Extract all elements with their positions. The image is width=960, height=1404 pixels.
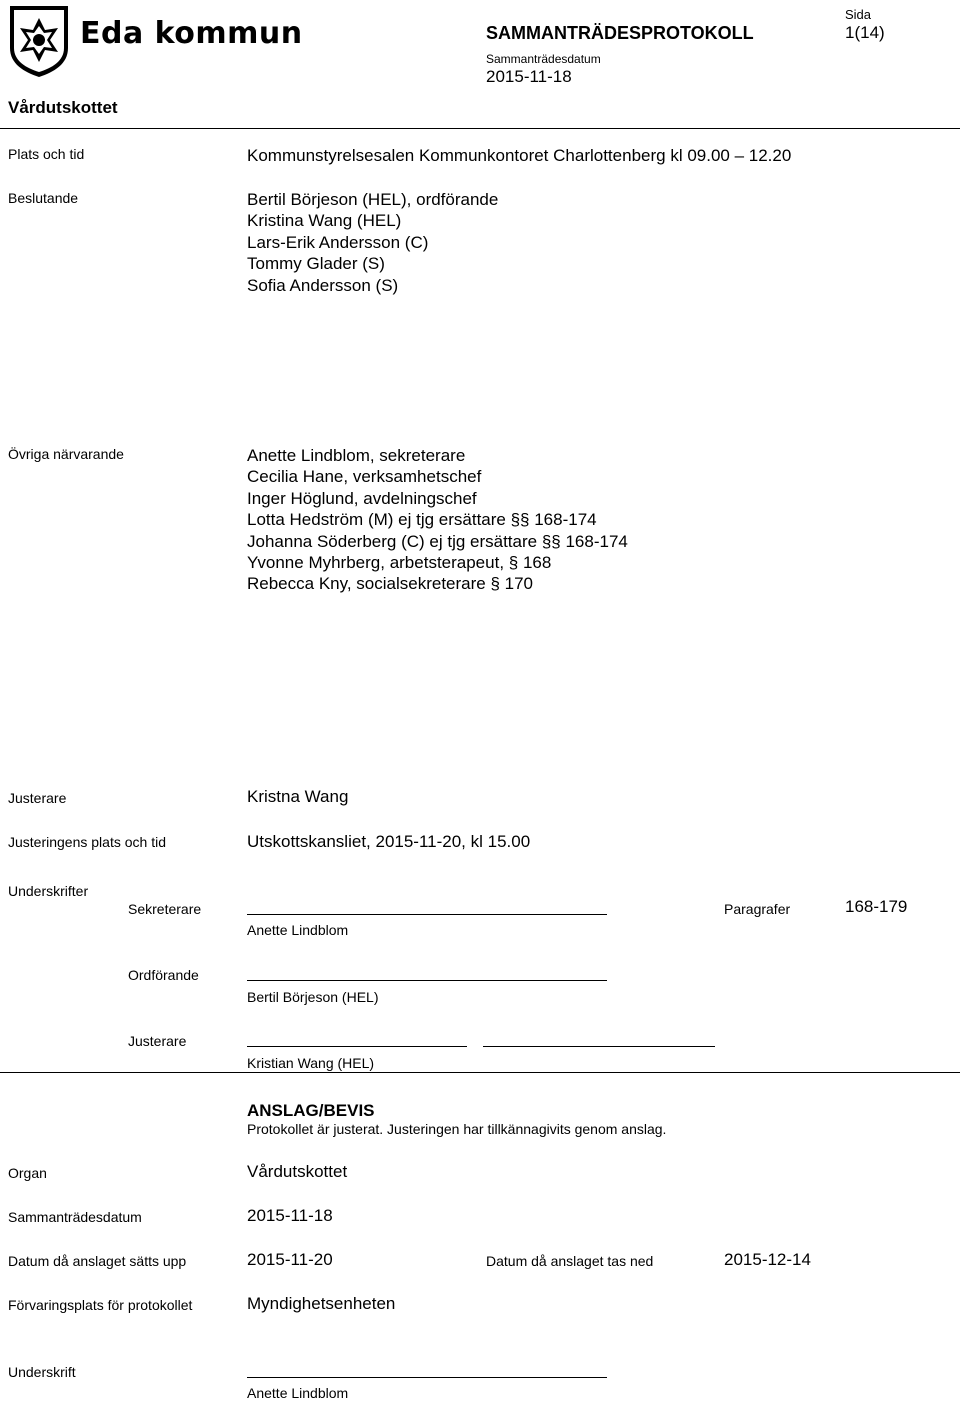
paragraphs-value: 168-179 [845, 897, 908, 916]
deciding-list [247, 189, 498, 296]
paragraphs-label: Paragrafer [724, 901, 791, 917]
others-list [247, 445, 628, 595]
organ-value: Vårdutskottet [247, 1162, 348, 1181]
list-item: Lars-Erik Andersson (C) [247, 232, 429, 252]
meeting-date-value: 2015-11-18 [486, 67, 572, 86]
removed-value: 2015-12-14 [724, 1250, 811, 1269]
coat-of-arms-icon [8, 4, 70, 78]
document-type: SAMMANTRÄDESPROTOKOLL [486, 23, 754, 43]
list-item: Lotta Hedström (M) ej tjg ersättare §§ 168-174 [247, 510, 597, 530]
secretary-signature-line [247, 914, 607, 915]
posted-value: 2015-11-20 [247, 1250, 333, 1269]
list-item: Rebecca Kny, socialsekreterare § 170 [247, 574, 534, 594]
notice-title: ANSLAG/BEVIS [247, 1101, 375, 1120]
storage-value: Myndighetsenheten [247, 1294, 396, 1313]
secretary-name: Anette Lindblom [247, 922, 349, 938]
notice-date-value: 2015-11-18 [247, 1206, 333, 1225]
list-item: Yvonne Myhrberg, arbetsterapeut, § 168 [247, 553, 552, 573]
adjust-place-value: Utskottskansliet, 2015-11-20, kl 15.00 [247, 832, 531, 851]
list-item: Bertil Börjeson (HEL), ordförande [247, 190, 499, 209]
logo [8, 4, 72, 78]
organ-label: Organ [8, 1165, 47, 1181]
notice-divider [0, 1072, 960, 1073]
committee-name: Vårdutskottet [8, 98, 118, 117]
notice-signature-name: Anette Lindblom [247, 1385, 349, 1401]
signatures-label: Underskrifter [8, 883, 89, 899]
chair-name: Bertil Börjeson (HEL) [247, 989, 379, 1005]
list-item: Kristina Wang (HEL) [247, 211, 402, 231]
list-item: Inger Höglund, avdelningschef [247, 488, 477, 508]
list-item: Johanna Söderberg (C) ej tjg ersättare §§ 168-174 [247, 531, 628, 551]
org-name: Eda kommun [80, 16, 303, 51]
signature-adjuster-label: Justerare [128, 1033, 187, 1049]
notice-date-label: Sammanträdesdatum [8, 1209, 142, 1225]
list-item: Tommy Glader (S) [247, 254, 385, 274]
adjuster-signature-line [247, 1046, 467, 1047]
removed-label: Datum då anslaget tas ned [486, 1253, 654, 1269]
header-divider [0, 128, 960, 129]
list-item: Anette Lindblom, sekreterare [247, 446, 466, 465]
page-label: Sida [845, 7, 872, 22]
adjuster-label: Justerare [8, 790, 67, 806]
adjuster-signature-line-2 [483, 1046, 715, 1047]
list-item: Sofia Andersson (S) [247, 275, 399, 295]
place-label: Plats och tid [8, 146, 85, 162]
notice-signature-line [247, 1377, 607, 1378]
adjuster-name: Kristian Wang (HEL) [247, 1055, 375, 1071]
secretary-label: Sekreterare [128, 901, 202, 917]
meeting-date-label: Sammanträdesdatum [486, 52, 601, 66]
place-value: Kommunstyrelsesalen Kommunkontoret Charlottenberg kl 09.00 – 12.20 [247, 146, 792, 165]
list-item: Cecilia Hane, verksamhetschef [247, 467, 482, 487]
adjuster-value: Kristna Wang [247, 787, 349, 806]
storage-label: Förvaringsplats för protokollet [8, 1297, 193, 1313]
others-label: Övriga närvarande [8, 446, 124, 462]
adjust-place-label: Justeringens plats och tid [8, 834, 166, 850]
deciding-label: Beslutande [8, 190, 79, 206]
notice-text: Protokollet är justerat. Justeringen har tillkännagivits genom anslag. [247, 1121, 667, 1137]
posted-label: Datum då anslaget sätts upp [8, 1253, 187, 1269]
notice-signature-label: Underskrift [8, 1364, 76, 1380]
page-number: 1(14) [845, 23, 885, 42]
chair-label: Ordförande [128, 967, 199, 983]
chair-signature-line [247, 980, 607, 981]
